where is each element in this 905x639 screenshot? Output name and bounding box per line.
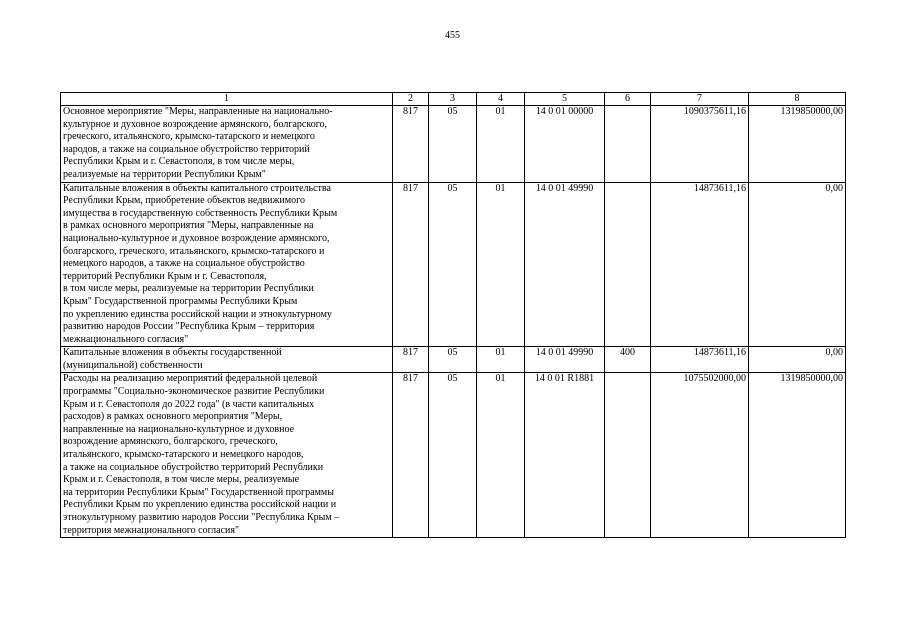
row-amount-year-2: 0,00: [749, 182, 846, 347]
header-col-3: 3: [429, 93, 477, 106]
row-expense-type: 400: [605, 347, 651, 373]
row-amount-year-2: 1319850000,00: [749, 106, 846, 183]
row-target-article: 14 0 01 49990: [525, 347, 605, 373]
row-description: Капитальные вложения в объекты капитального строительства Республики Крым, приобретение объектов недвижимого имущества в государственную собственность Республики Крым в рамках основного мероприятия "Меры, направленные на национально-культурное и духовное возрождение армянского, болгарского, греческого, итальянского, крымско-татарского и немецкого народов, а также на социальное обустройство территорий Республики Крым и г. Севастополя, в том числе меры, реализуемые на территории Республики Крым" Государственной программы Республики Крым по укреплению единства российской нации и этнокультурному развитию народов России "Республика Крым – территория межнационального согласия": [61, 182, 393, 347]
header-col-7: 7: [651, 93, 749, 106]
row-target-article: 14 0 01 00000: [525, 106, 605, 183]
row-description: Основное мероприятие "Меры, направленные на национально- культурное и духовное возрождение армянского, болгарского, греческого, итальянского, крымско-татарского и немецкого народов, а также на социальное обустройство территорий Республики Крым и г. Севастополя, в том числе меры, реализуемые на территории Республики Крым": [61, 106, 393, 183]
row-target-article: 14 0 01 R1881: [525, 373, 605, 538]
header-row: [61, 93, 846, 106]
row-subsection-code: 01: [477, 347, 525, 373]
row-amount-year-2: 1319850000,00: [749, 373, 846, 538]
row-subsection-code: 01: [477, 106, 525, 183]
page-number: 455: [445, 30, 460, 41]
row-expense-type: [605, 182, 651, 347]
row-amount-year-1: 1075502000,00: [651, 373, 749, 538]
row-ministry-code: 817: [393, 106, 429, 183]
table-row: [61, 373, 846, 538]
row-description: Расходы на реализацию мероприятий федеральной целевой программы "Социально-экономическое развитие Республики Крым и г. Севастополя до 2022 года" (в части капитальных расходов) в рамках основного мероприятия "Меры, направленные на национально-культурное и духовное возрождение армянского, болгарского, греческого, итальянского, крымско-татарского и немецкого народов, а также на социальное обустройство территорий Республики Крым и г. Севастополя, в том числе меры, реализуемые на территории Республики Крым" Государственной программы Республики Крым по укреплению единства российской нации и этнокультурному развитию народов России "Республика Крым – территория межнационального согласия": [61, 373, 393, 538]
row-ministry-code: 817: [393, 347, 429, 373]
table-row: [61, 106, 846, 183]
row-amount-year-1: 1090375611,16: [651, 106, 749, 183]
row-section-code: 05: [429, 347, 477, 373]
row-subsection-code: 01: [477, 373, 525, 538]
row-target-article: 14 0 01 49990: [525, 182, 605, 347]
row-ministry-code: 817: [393, 182, 429, 347]
header-col-4: 4: [477, 93, 525, 106]
row-section-code: 05: [429, 106, 477, 183]
budget-table: [60, 92, 846, 538]
header-col-2: 2: [393, 93, 429, 106]
header-col-8: 8: [749, 93, 846, 106]
table-row: [61, 182, 846, 347]
header-col-1: 1: [61, 93, 393, 106]
row-ministry-code: 817: [393, 373, 429, 538]
row-amount-year-1: 14873611,16: [651, 182, 749, 347]
row-amount-year-2: 0,00: [749, 347, 846, 373]
row-section-code: 05: [429, 182, 477, 347]
row-section-code: 05: [429, 373, 477, 538]
row-subsection-code: 01: [477, 182, 525, 347]
row-amount-year-1: 14873611,16: [651, 347, 749, 373]
header-col-5: 5: [525, 93, 605, 106]
row-expense-type: [605, 106, 651, 183]
header-col-6: 6: [605, 93, 651, 106]
row-description: Капитальные вложения в объекты государственной (муниципальной) собственности: [61, 347, 393, 373]
table-row: [61, 347, 846, 373]
row-expense-type: [605, 373, 651, 538]
